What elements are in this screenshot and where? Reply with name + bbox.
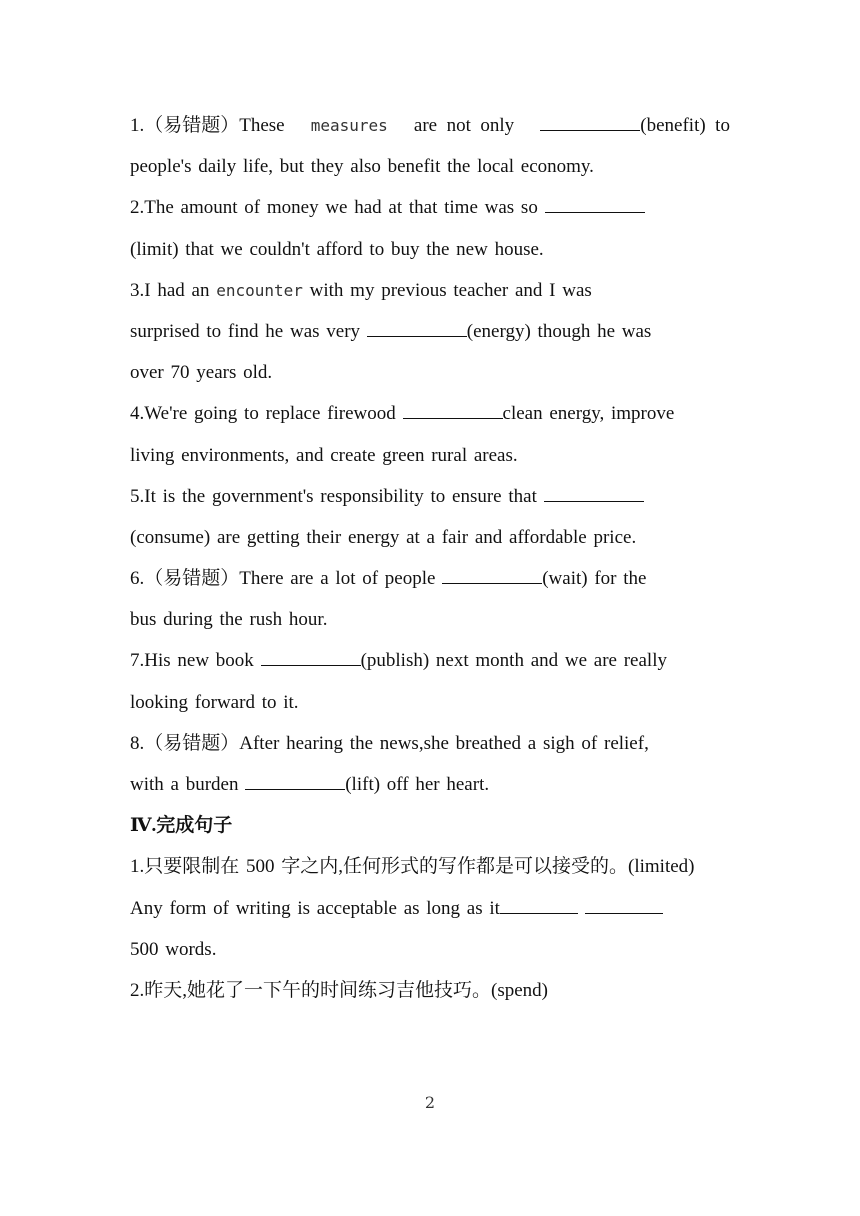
question-1-line-2: people's daily life, but they also benefit the local economy. <box>130 156 594 178</box>
question-6-line-2: bus during the rush hour. <box>130 609 328 631</box>
question-6-line-1 <box>130 558 730 599</box>
question-5-line-1 <box>130 476 730 517</box>
answer-blank[interactable] <box>245 771 345 790</box>
q6-text-b: (wait) for the <box>542 568 647 590</box>
q3-text-a: 3.I had an <box>130 279 210 301</box>
answer-blank[interactable] <box>367 318 467 337</box>
answer-blank[interactable] <box>403 400 503 419</box>
q1-text-a: 1.（易错题）These <box>130 115 285 136</box>
question-3-line-1 <box>130 270 730 311</box>
answer-blank[interactable] <box>585 895 663 914</box>
sentence-2-line-1: 2.昨天,她花了一下午的时间练习吉他技巧。(spend) <box>130 979 548 1001</box>
q6-text-a: 6.（易错题）There are a lot of people <box>130 568 436 590</box>
q4-text-b: clean energy, improve <box>502 403 675 425</box>
q8-text-b: (lift) off her heart. <box>345 774 490 795</box>
answer-blank[interactable] <box>261 647 361 666</box>
question-3-line-2 <box>130 311 730 352</box>
q3-text-c: surprised to find he was very <box>130 320 361 342</box>
q1-text-c: (benefit) to <box>640 115 730 136</box>
question-8-line-2 <box>130 764 730 805</box>
sentence-1-line-2 <box>130 888 730 929</box>
question-2-line-2: (limit) that we couldn't afford to buy the new house. <box>130 238 544 260</box>
question-4-line-1 <box>130 393 730 434</box>
question-4-line-2: living environments, and create green rural areas. <box>130 444 518 466</box>
q7-text-b: (publish) next month and we are really <box>360 650 667 672</box>
sentence-1-line-1: 1.只要限制在 500 字之内,任何形式的写作都是可以接受的。(limited) <box>130 856 695 878</box>
answer-blank[interactable] <box>442 565 542 584</box>
answer-blank[interactable] <box>544 483 644 502</box>
answer-blank[interactable] <box>545 194 645 213</box>
q8-text-a: with a burden <box>130 774 239 795</box>
q4-text-a: 4.We're going to replace firewood <box>130 403 396 425</box>
section-heading: Ⅳ.完成句子 <box>130 815 233 837</box>
question-8-line-1: 8.（易错题）After hearing the news,she breathed a sigh of relief, <box>130 732 649 754</box>
exercise-content <box>130 105 730 1011</box>
answer-blank[interactable] <box>500 895 578 914</box>
question-3-line-3: over 70 years old. <box>130 362 273 384</box>
q3-text-b: with my previous teacher and I was <box>309 279 592 301</box>
sentence-1-line-3: 500 words. <box>130 938 217 960</box>
s1-text-a: Any form of writing is acceptable as long as it <box>130 897 500 919</box>
q2-text-a: 2.The amount of money we had at that time was so <box>130 197 538 219</box>
answer-blank[interactable] <box>540 112 640 131</box>
question-7-line-2: looking forward to it. <box>130 691 299 713</box>
question-2-line-1 <box>130 187 730 228</box>
q1-keyword: measures <box>310 116 388 135</box>
q5-text-a: 5.It is the government's responsibility to ensure that <box>130 485 537 507</box>
question-1-line-1 <box>130 105 730 146</box>
q7-text-a: 7.His new book <box>130 650 254 672</box>
question-7-line-1 <box>130 640 730 681</box>
q3-keyword: encounter <box>216 280 303 300</box>
question-5-line-2: (consume) are getting their energy at a fair and affordable price. <box>130 526 637 548</box>
q3-text-d: (energy) though he was <box>466 320 652 342</box>
page-number: 2 <box>424 1093 436 1112</box>
q1-text-b: are not only <box>413 115 515 136</box>
